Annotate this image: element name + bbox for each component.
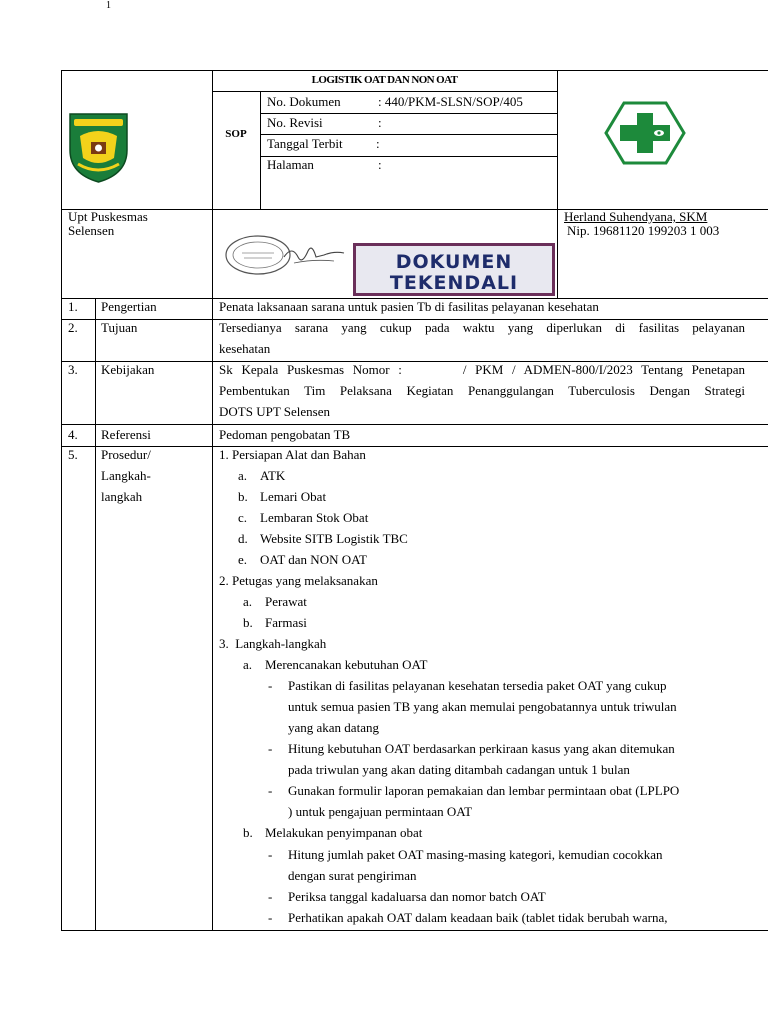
section-label: Referensi [101, 427, 151, 442]
list-marker: b. [243, 615, 253, 630]
signature-seal [224, 233, 348, 277]
section-label: Prosedur/ [101, 447, 151, 462]
bullet-text: pada triwulan yang akan dating ditambah cadangan untuk 1 bulan [288, 762, 630, 777]
field-value-halaman: : [378, 157, 382, 172]
section-label: langkah [101, 489, 143, 504]
section-text: Tersedianya sarana yang cukup pada waktu yang diperlukan di fasilitas pelayanan [219, 320, 745, 335]
bullet-text: untuk semua pasien TB yang akan memulai pengobatannya untuk triwulan [288, 699, 677, 714]
bullet-dash: - [268, 741, 273, 756]
section-text: Pedoman pengobatan TB [219, 427, 351, 442]
section-number: 5. [68, 447, 78, 462]
bullet-text: Periksa tanggal kadaluarsa dan nomor batch OAT [288, 889, 546, 904]
bullet-text: Hitung kebutuhan OAT berdasarkan perkiraan kasus yang akan ditemukan [288, 741, 675, 756]
section-text: DOTS UPT Selensen [219, 404, 330, 419]
section-text: Pembentukan Tim Pelaksana Kegiatan Penanggulangan Tuberculosis Dengan Strategi [219, 383, 745, 398]
field-value-no-dokumen: : 440/PKM-SLSN/SOP/405 [378, 94, 523, 109]
substep-title: Melakukan penyimpanan obat [265, 825, 423, 840]
signer-nip: Nip. 19681120 199203 1 003 [567, 223, 720, 238]
step-heading: 3. Langkah-langkah [219, 636, 327, 651]
list-marker: a. [243, 657, 253, 672]
section-label: Langkah- [101, 468, 151, 483]
page-number: 1 [106, 0, 111, 11]
list-marker: d. [238, 531, 248, 546]
list-item: Lemari Obat [260, 489, 327, 504]
field-label-tanggal-terbit: Tanggal Terbit [267, 136, 343, 151]
field-value-no-revisi: : [378, 115, 382, 130]
regional-emblem-logo [66, 112, 131, 184]
bullet-text: yang akan datang [288, 720, 379, 735]
substep-title: Merencanakan kebutuhan OAT [265, 657, 428, 672]
section-label: Tujuan [101, 320, 138, 335]
bullet-text: Pastikan di fasilitas pelayanan kesehatan tersedia paket OAT yang cukup [288, 678, 667, 693]
stamp-line1: DOKUMEN [395, 251, 513, 273]
bullet-text: Gunakan formulir laporan pemakaian dan lembar permintaan obat (LPLPO [288, 783, 680, 798]
section-number: 4. [68, 427, 78, 442]
signer-name: Herland Suhendyana, SKM [564, 209, 708, 224]
field-value-tanggal-terbit: : [376, 136, 380, 151]
section-number: 2. [68, 320, 78, 335]
section-text: Penata laksanaan sarana untuk pasien Tb di fasilitas pelayanan kesehatan [219, 299, 599, 314]
field-label-no-dokumen: No. Dokumen [267, 94, 341, 109]
list-marker: b. [238, 489, 248, 504]
bullet-dash: - [268, 910, 273, 925]
list-marker: b. [243, 825, 253, 840]
list-marker: a. [238, 468, 248, 483]
bullet-text: Hitung jumlah paket OAT masing-masing kategori, kemudian cocokkan [288, 847, 663, 862]
list-marker: e. [238, 552, 248, 567]
document-title: LOGISTIK OAT DAN NON OAT [311, 74, 458, 86]
list-item: Farmasi [265, 615, 307, 630]
section-label: Pengertian [101, 299, 157, 314]
bullet-text: Perhatikan apakah OAT dalam keadaan baik (tablet tidak berubah warna, [288, 910, 668, 925]
controlled-document-stamp [353, 243, 555, 296]
list-item: Website SITB Logistik TBC [260, 531, 408, 546]
organization-location: Selensen [68, 223, 115, 238]
section-number: 1. [68, 299, 78, 314]
bullet-text: dengan surat pengiriman [288, 868, 417, 883]
field-label-halaman: Halaman [267, 157, 314, 172]
stamp-line2: TEKENDALI [389, 272, 519, 294]
bullet-dash: - [268, 847, 273, 862]
list-item: OAT dan NON OAT [260, 552, 368, 567]
step-heading: 2. Petugas yang melaksanakan [219, 573, 378, 588]
section-text: kesehatan [219, 341, 271, 356]
field-label-no-revisi: No. Revisi [267, 115, 323, 130]
list-marker: a. [243, 594, 253, 609]
section-text: Sk Kepala Puskesmas Nomor : / PKM / ADMEN-800/I/2023 Tentang Penetapan [219, 362, 745, 377]
organization-name: Upt Puskesmas [68, 209, 148, 224]
list-item: Lembaran Stok Obat [260, 510, 369, 525]
sop-label: SOP [225, 128, 247, 140]
bullet-text: ) untuk pengajuan permintaan OAT [288, 804, 473, 819]
list-marker: c. [238, 510, 248, 525]
section-label: Kebijakan [101, 362, 155, 377]
list-item: ATK [260, 468, 286, 483]
bullet-dash: - [268, 889, 273, 904]
bullet-dash: - [268, 783, 273, 798]
puskesmas-cross-logo [604, 101, 686, 165]
list-item: Perawat [265, 594, 307, 609]
bullet-dash: - [268, 678, 273, 693]
section-number: 3. [68, 362, 78, 377]
step-heading: 1. Persiapan Alat dan Bahan [219, 447, 366, 462]
